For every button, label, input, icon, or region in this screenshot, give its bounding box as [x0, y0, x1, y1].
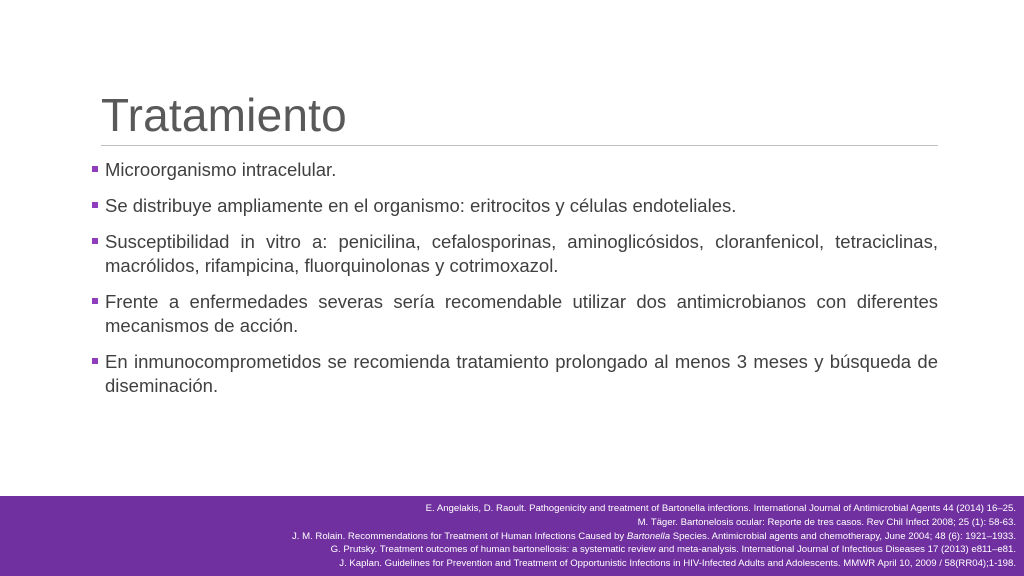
bullet-item	[101, 350, 938, 398]
reference-item: J. Kaplan. Guidelines for Prevention and Treatment of Opportunistic Infections in HIV-Infected Adults and Adolescents. MMWR April 10, 2009 / 58(RR04);1-198.	[339, 558, 1016, 570]
square-bullet-icon	[92, 358, 98, 364]
title-divider	[101, 145, 938, 146]
reference-text: Species. Antimicrobial agents and chemotherapy, June 2004; 48 (6): 1921–1933.	[670, 530, 1016, 542]
reference-italic-text: Bartonella	[626, 530, 671, 542]
square-bullet-icon	[92, 166, 98, 172]
bullet-text: Frente a enfermedades severas sería recomendable utilizar dos antimicrobianos con diferentes mecanismos de acción.	[105, 291, 938, 336]
bullet-text: Microorganismo intracelular.	[105, 159, 337, 180]
reference-text: J. M. Rolain. Recommendations for Treatment of Human Infections Caused by	[291, 530, 627, 542]
bullet-list	[101, 158, 938, 410]
square-bullet-icon	[92, 238, 98, 244]
square-bullet-icon	[92, 202, 98, 208]
bullet-text: En inmunocomprometidos se recomienda tratamiento prolongado al menos 3 meses y búsqueda de diseminación.	[105, 351, 938, 396]
reference-item	[16, 530, 1016, 544]
bullet-text: Susceptibilidad in vitro a: penicilina, cefalosporinas, aminoglicósidos, cloranfenicol, tetraciclinas, macrólidos, rifampicina, fluorquinolonas y cotrimoxazol.	[105, 231, 938, 276]
reference-item: M. Täger. Bartonelosis ocular: Reporte de tres casos. Rev Chil Infect 2008; 25 (1): 58-63.	[637, 516, 1016, 528]
bullet-item	[101, 230, 938, 278]
bullet-item	[101, 158, 938, 182]
references-list	[16, 502, 1016, 571]
bullet-text: Se distribuye ampliamente en el organismo: eritrocitos y células endoteliales.	[105, 195, 737, 216]
reference-item: G. Prutsky. Treatment outcomes of human bartonellosis: a systematic review and meta-analysis. International Journal of Infectious Diseases 17 (2013) e811–e81.	[330, 544, 1016, 556]
bullet-item	[101, 194, 938, 218]
slide-title: Tratamiento	[101, 89, 347, 141]
references-footer	[0, 496, 1024, 576]
bullet-item	[101, 290, 938, 338]
reference-item: E. Angelakis, D. Raoult. Pathogenicity and treatment of Bartonella infections. International Journal of Antimicrobial Agents 44 (2014) 16–25.	[425, 503, 1016, 514]
square-bullet-icon	[92, 298, 98, 304]
